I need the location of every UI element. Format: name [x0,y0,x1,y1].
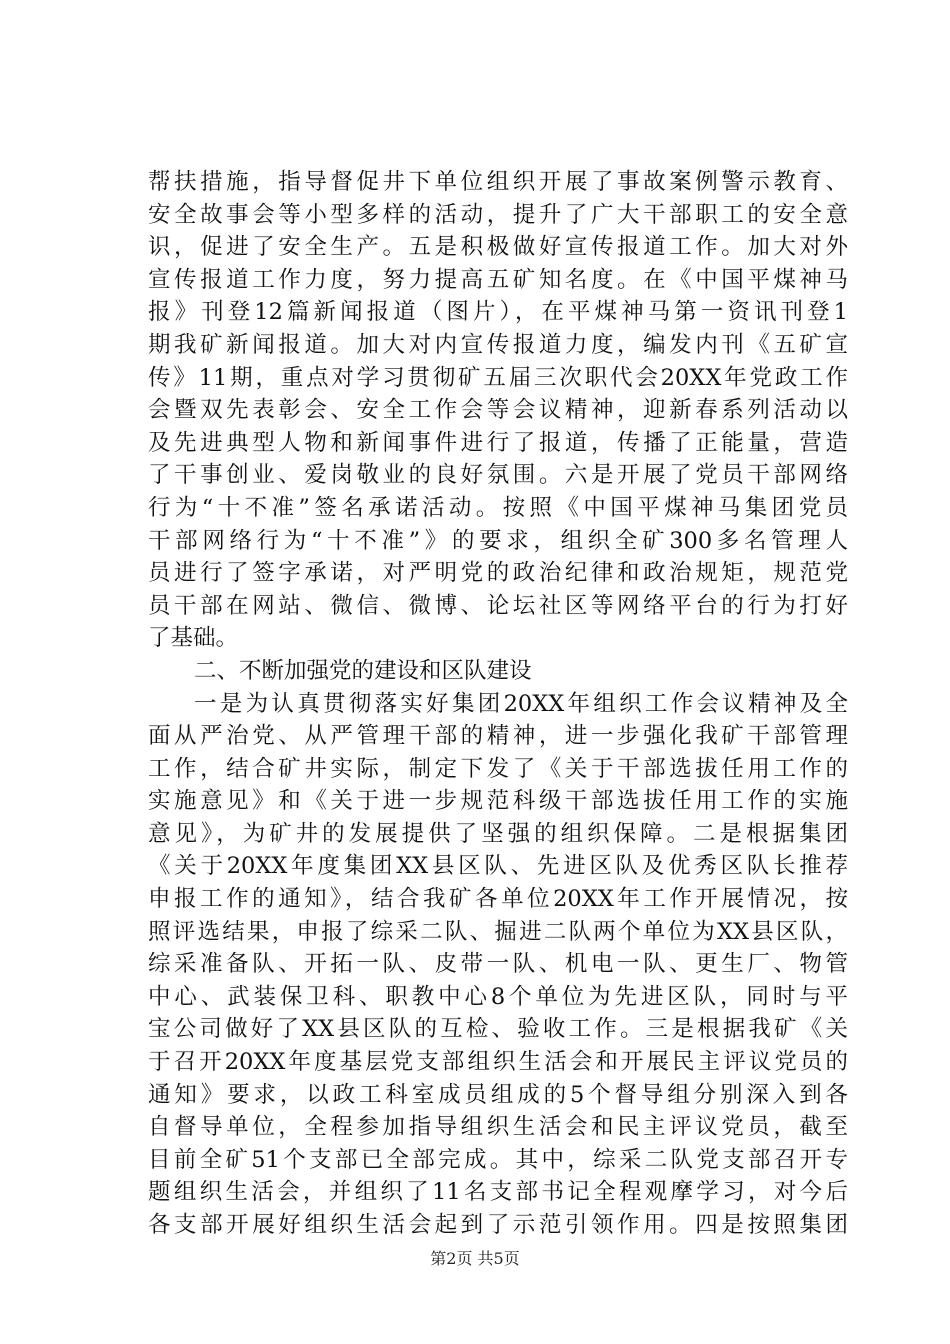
text-line: 各支部开展好组织生活会起到了示范引领作用。四是按照集团 [148,1212,848,1238]
text-line: 宝公司做好了XX县区队的互检、验收工作。三是根据我矿《关 [148,1016,848,1043]
text-line: 识，促进了安全生产。五是积极做好宣传报道工作。加大对外 [148,234,848,261]
page-number: 第2页 共5页 [430,1249,520,1268]
text-line: 干部网络行为“十不准”》的要求，组织全矿300多名管理人 [148,527,848,554]
text-line: 工作，结合矿井实际，制定下发了《关于干部选拔任用工作的 [148,755,848,782]
text-line: 了干事创业、爱岗敬业的良好氛围。六是开展了党员干部网络 [148,462,848,489]
text-line: 《关于20XX年度集团XX县区队、先进区队及优秀区队长推荐 [148,853,848,880]
text-line: 员进行了签字承诺，对严明党的政治纪律和政治规矩，规范党 [148,560,848,587]
text-line: 照评选结果，申报了综采二队、掘进二队两个单位为XX县区队， [148,918,848,945]
text-line: 申报工作的通知》，结合我矿各单位20XX年工作开展情况，按 [148,886,848,913]
section-heading: 二、不断加强党的建设和区队建设 [194,657,532,684]
text-line: 中心、武装保卫科、职教中心8个单位为先进区队，同时与平 [148,983,848,1010]
text-line: 意见》，为矿井的发展提供了坚强的组织保障。二是根据集团 [148,820,848,847]
paragraph-2 [148,688,848,1242]
text-line: 传》11期，重点对学习贯彻矿五届三次职代会20XX年党政工作 [148,364,848,391]
document-body [148,166,848,1242]
text-line: 实施意见》和《关于进一步规范科级干部选拔任用工作的实施 [148,788,848,815]
text-line: 了基础。 [148,625,239,652]
text-line: 报》刊登12篇新闻报道（图片），在平煤神马第一资讯刊登1 [148,299,848,326]
text-line: 及先进典型人物和新闻事件进行了报道，传播了正能量，营造 [148,429,848,456]
text-line: 一是为认真贯彻落实好集团20XX年组织工作会议精神及全 [194,690,848,717]
text-line: 行为“十不准”签名承诺活动。按照《中国平煤神马集团党员 [148,494,848,521]
text-line: 目前全矿51个支部已全部完成。其中，综采二队党支部召开专 [148,1146,848,1173]
text-line: 于召开20XX年度基层党支部组织生活会和开展民主评议党员的 [148,1049,848,1076]
text-line: 员干部在网站、微信、微博、论坛社区等网络平台的行为打好 [148,592,848,619]
text-line: 安全故事会等小型多样的活动，提升了广大干部职工的安全意 [148,201,848,228]
text-line: 通知》要求，以政工科室成员组成的5个督导组分别深入到各 [148,1081,848,1108]
text-line: 面从严治党、从严管理干部的精神，进一步强化我矿干部管理 [148,723,848,750]
paragraph-1 [148,166,848,655]
text-line: 题组织生活会，并组织了11名支部书记全程观摩学习，对今后 [148,1179,848,1206]
text-line: 自督导单位，全程参加指导组织生活会和民主评议党员，截至 [148,1114,848,1141]
text-line: 宣传报道工作力度，努力提高五矿知名度。在《中国平煤神马 [148,266,848,293]
text-line: 帮扶措施，指导督促井下单位组织开展了事故案例警示教育、 [148,169,848,195]
text-line: 期我矿新闻报道。加大对内宣传报道力度，编发内刊《五矿宣 [148,331,848,358]
text-line: 综采准备队、开拓一队、皮带一队、机电一队、更生厂、物管 [148,951,848,978]
text-line: 会暨双先表彰会、安全工作会等会议精神，迎新春系列活动以 [148,397,848,424]
